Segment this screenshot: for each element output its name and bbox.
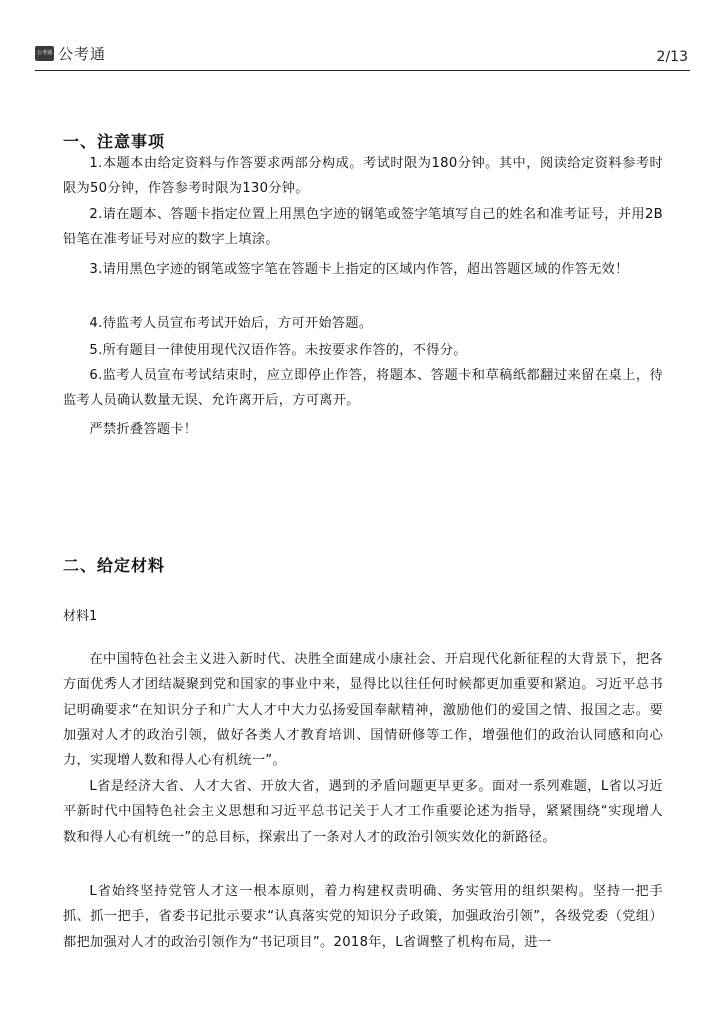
notice-item-4: 4.待监考人员宣布考试开始后，方可开始答题。 [89,316,373,331]
notice-item-6: 6.监考人员宣布考试结束时，应立即停止作答，将题本、答题卡和草稿纸都翻过来留在桌上，待监考人员确认数量无误、允许离开后，方可离开。 [63,368,663,409]
material-label: 材料1 [63,609,98,624]
page-number: 2/13 [656,49,688,65]
notice-item-5: 5.所有题目一律使用现代汉语作答。未按要求作答的，不得分。 [89,343,467,358]
notice-item-2: 2.请在题本、答题卡指定位置上用黑色字迹的钢笔或签字笔填写自己的姓名和准考证号，并用2B铅笔在准考证号对应的数字上填涂。 [63,207,663,248]
notice-warning: 严禁折叠答题卡！ [89,422,198,437]
material-paragraph-3: L省始终坚持党管人才这一根本原则，着力构建权责明确、务实管用的组织架构。坚持一把手抓、抓一把手，省委书记批示要求“认真落实党的知识分子政策，加强政治引领”，各级党委（党组）都把加强对人才的政治引领作为“书记项目”。2018年，L省调整了机构布局，进一 [63,884,663,950]
notice-item-1: 1.本题本由给定资料与作答要求两部分构成。考试时限为180分钟。其中，阅读给定资料参考时限为50分钟，作答参考时限为130分钟。 [63,156,663,197]
material-paragraph-2: L省是经济大省、人才大省、开放大省，遇到的矛盾问题更早更多。面对一系列难题，L省以习近平新时代中国特色社会主义思想和习近平总书记关于人才工作重要论述为指导，紧紧围绕“实现增人数和得人心有机统一”的总目标，探索出了一条对人才的政治引领实效化的新路径。 [63,779,663,845]
brand-name: 公考通 [58,45,107,63]
section-title-notice: 一、注意事项 [63,132,166,151]
logo-text: 公考通 [36,50,52,56]
brand-logo [35,46,54,61]
section-title-materials: 二、给定材料 [63,556,166,575]
page-header [35,40,690,71]
notice-item-3: 3.请用黑色字迹的钢笔或签字笔在答题卡上指定的区域内作答，超出答题区域的作答无效！ [89,262,629,277]
material-paragraph-1: 在中国特色社会主义进入新时代、决胜全面建成小康社会、开启现代化新征程的大背景下，把各方面优秀人才团结凝聚到党和国家的事业中来，显得比以往任何时候都更加重要和紧迫。习近平总书记明确要求“在知识分子和广大人才中大力弘扬爱国奉献精神，激励他们的爱国之情、报国之志。要加强对人才的政治引领，做好各类人才教育培训、国情研修等工作，增强他们的政治认同感和向心力，实现增人数和得人心有机统一”。 [63,652,663,769]
